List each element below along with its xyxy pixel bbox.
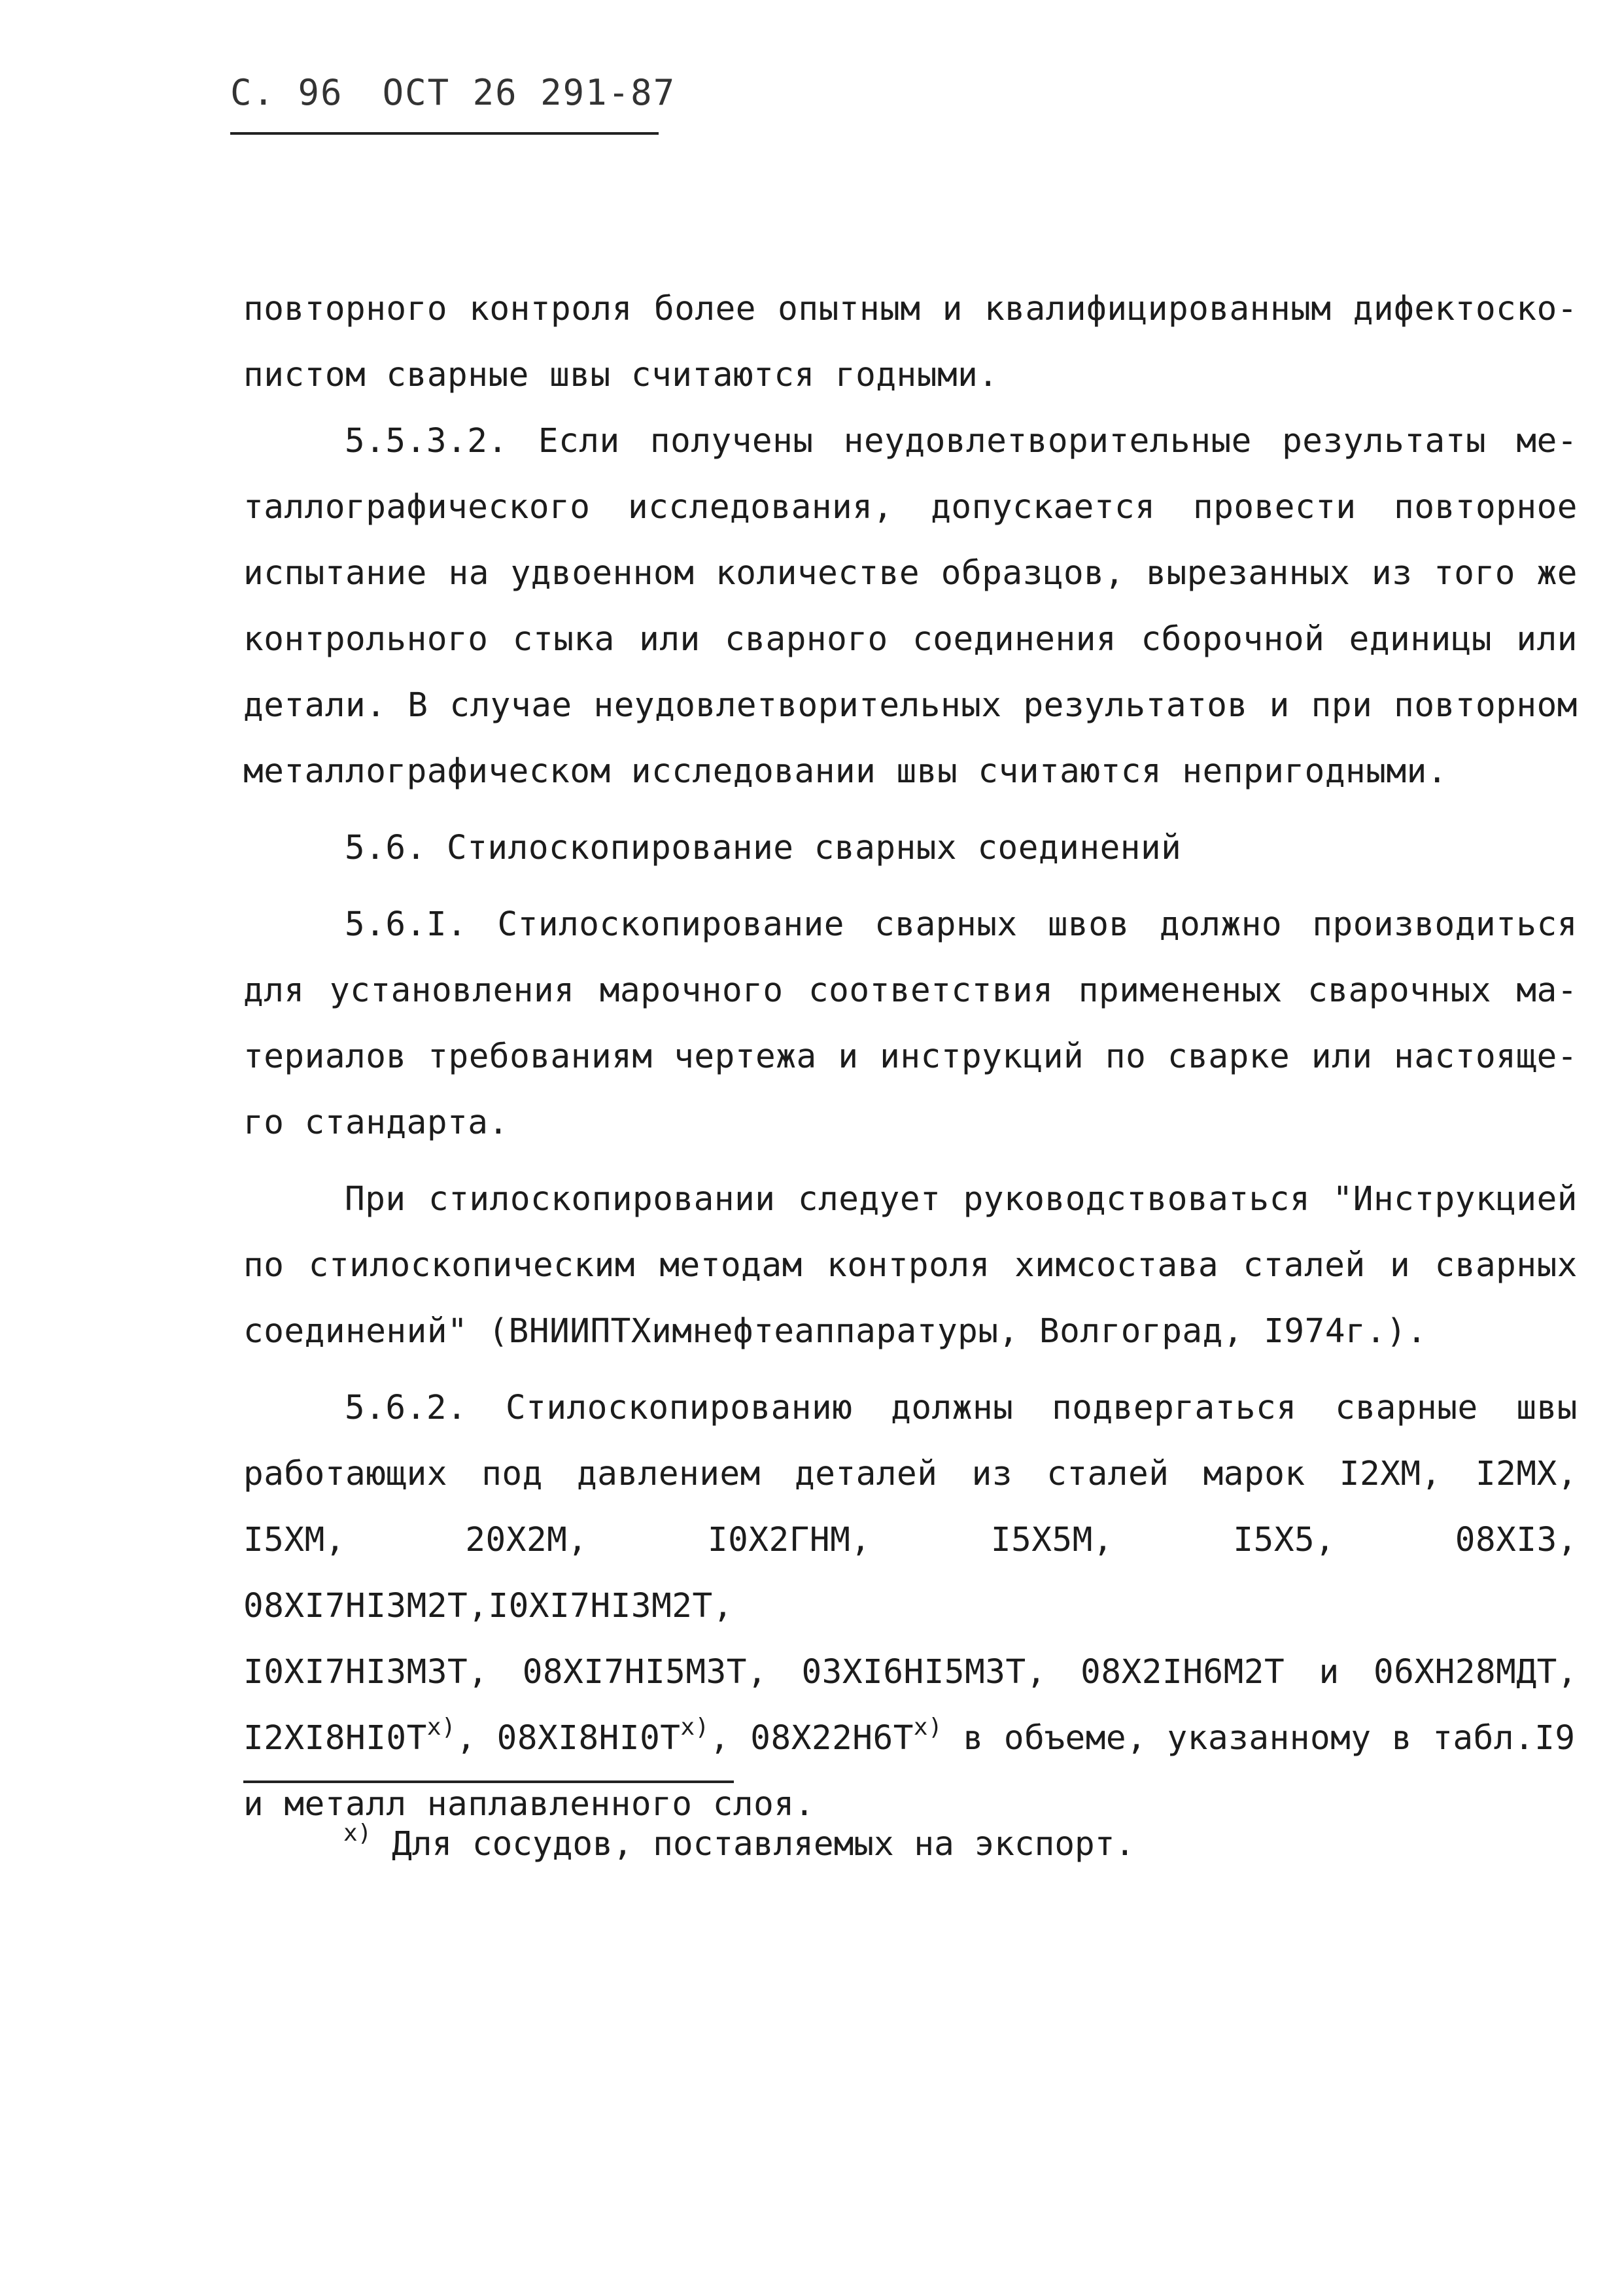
footnote-text: Для сосудов, поставляемых на экспорт.: [392, 1825, 1135, 1864]
page-number: С. 96: [230, 72, 343, 113]
header-underline: [230, 132, 659, 135]
section-heading-5-6: 5.6. Стилоскопирование сварных соединений: [345, 829, 1182, 867]
text-line: пистом сварные швы считаются годными.: [243, 356, 999, 394]
page-header: [230, 72, 676, 113]
footnote-marker: х): [913, 1714, 943, 1741]
steel-grades-with-footnotes: $I2ХI8НI0Т^{х)}$, $08ХI8НI0Т^{х)}$, $08Х22Н6Т^{х)}$ в объеме, указанному в табл.I9: [243, 1714, 1576, 1758]
footnote-marker: х): [426, 1714, 457, 1741]
text-line: соединений" (ВНИИПТХимнефтеаппаратуры, Волгоград, I974г.).: [243, 1312, 1427, 1351]
document-body: [243, 276, 1578, 1837]
standard-designation: ОСТ 26 291-87: [382, 72, 676, 113]
footnote-marker: х): [680, 1714, 710, 1741]
text-line: детали. В случае неудовлетворительных результатов и при повторном: [243, 686, 1578, 725]
footnote: [343, 1820, 1135, 1864]
text-line: по стилоскопическим методам контроля химсостава сталей и сварных: [243, 1246, 1578, 1285]
text-line: и металл наплавленного слоя.: [243, 1785, 815, 1824]
text-line: повторного контроля более опытным и квалифицированным дифектоско-: [243, 290, 1578, 328]
paragraph-instruction-start: При стилоскопировании следует руководствоваться "Инструкцией: [345, 1180, 1578, 1219]
text-line: таллографического исследования, допускается провести повторное: [243, 488, 1578, 527]
text-line: го стандарта.: [243, 1103, 509, 1142]
text-line: контрольного стыка или сварного соединения сборочной единицы или: [243, 620, 1578, 659]
text-segment: в объеме, указанному в табл.I9: [963, 1719, 1576, 1758]
text-line: I0ХI7НI3М3Т, 08ХI7НI5М3Т, 03ХI6НI5М3Т, 08Х2IН6М2Т и 06ХН28МДТ,: [243, 1653, 1578, 1692]
paragraph-5-6-1-start: 5.6.I. Стилоскопирование сварных швов должно производиться: [345, 905, 1578, 944]
steel-grade: I2ХI8НI0Т: [243, 1719, 427, 1758]
paragraph-5-6-2-start: 5.6.2. Стилоскопированию должны подвергаться сварные швы: [345, 1389, 1578, 1427]
text-line: работающих под давлением деталей из сталей марок I2ХМ, I2МХ,: [243, 1455, 1578, 1493]
paragraph-5-5-3-2-start: 5.5.3.2. Если получены неудовлетворительные результаты ме-: [345, 422, 1578, 460]
text-line: I5ХМ, 20Х2М, I0Х2ГНМ, I5Х5М, I5Х5, 08ХI3, 08ХI7НI3М2Т,I0ХI7НI3М2Т,: [243, 1521, 1578, 1625]
text-line: териалов требованиям чертежа и инструкций по сварке или настояще-: [243, 1037, 1578, 1076]
text-line: металлографическом исследовании швы считаются непригодными.: [243, 752, 1448, 791]
footnote-separator: [243, 1780, 734, 1783]
footnote-marker: х): [343, 1820, 372, 1847]
text-line: для установления марочного соответствия примененых сварочных ма-: [243, 971, 1578, 1010]
steel-grade: 08Х22Н6Т: [750, 1719, 914, 1758]
text-line: испытание на удвоенном количестве образцов, вырезанных из того же: [243, 554, 1578, 593]
steel-grade: 08ХI8НI0Т: [496, 1719, 681, 1758]
